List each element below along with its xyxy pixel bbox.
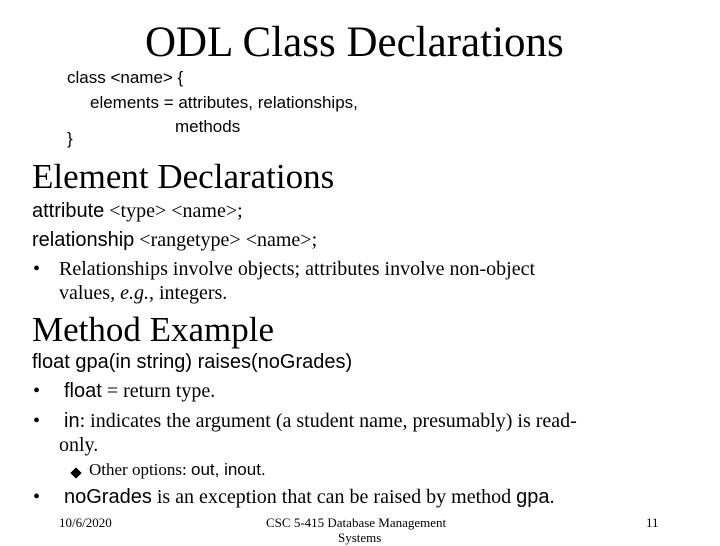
nogrades-period: . <box>549 486 555 508</box>
bullet-text: values, <box>59 282 121 304</box>
nogrades-code: noGrades <box>64 486 152 508</box>
bullet-marker: • <box>33 410 41 432</box>
relationship-declaration <box>32 229 317 252</box>
bullet-text-end: , integers. <box>148 282 228 304</box>
nogrades-bullet <box>64 486 555 509</box>
other-options-text: Other options: <box>89 460 191 479</box>
element-declarations-heading: Element Declarations <box>32 157 335 196</box>
class-decl-line-1: class <name> { <box>67 68 184 87</box>
relationship-keyword: relationship <box>32 229 135 251</box>
footer-course: CSC 5-415 Database Management <box>266 515 447 530</box>
in-bullet <box>64 410 577 433</box>
bullet-marker: • <box>33 486 41 508</box>
slide-title: ODL Class Declarations <box>145 19 564 66</box>
bullet-marker: • <box>33 258 41 280</box>
other-options-code: out, inout. <box>191 460 266 479</box>
in-bullet-continuation: only. <box>59 434 99 456</box>
class-decl-line-4: } <box>67 129 73 148</box>
class-decl-line-3: methods <box>175 117 241 136</box>
in-text: : indicates the argument (a student name, presumably) is read- <box>79 410 577 432</box>
method-example-heading: Method Example <box>32 310 275 349</box>
attribute-keyword: attribute <box>32 200 105 222</box>
diamond-icon <box>70 468 81 479</box>
relationship-syntax: <rangetype> <name>; <box>134 229 318 251</box>
bullet-marker: • <box>33 380 41 402</box>
float-code: float <box>64 380 102 402</box>
eg-italic: e.g. <box>120 282 149 304</box>
float-text: = return type. <box>101 380 216 402</box>
footer-date: 10/6/2020 <box>59 515 112 530</box>
attribute-syntax: <type> <name>; <box>104 200 243 222</box>
method-signature: float gpa(in string) raises(noGrades) <box>32 351 353 373</box>
other-options-sub-bullet <box>89 460 266 480</box>
float-bullet <box>64 380 215 403</box>
class-decl-line-2: elements = attributes, relationships, <box>90 93 358 112</box>
sub-bullet-marker <box>72 463 80 481</box>
footer-page-number: 11 <box>646 515 659 530</box>
footer-course-line-2: Systems <box>338 530 382 545</box>
attribute-declaration <box>32 200 243 223</box>
in-code: in <box>64 410 80 432</box>
nogrades-text: is an exception that can be raised by method <box>151 486 517 508</box>
relationships-bullet-line-1: Relationships involve objects; attributes involve non-object <box>59 258 536 280</box>
gpa-code: gpa <box>516 486 550 508</box>
relationships-bullet-line-2 <box>59 282 227 305</box>
